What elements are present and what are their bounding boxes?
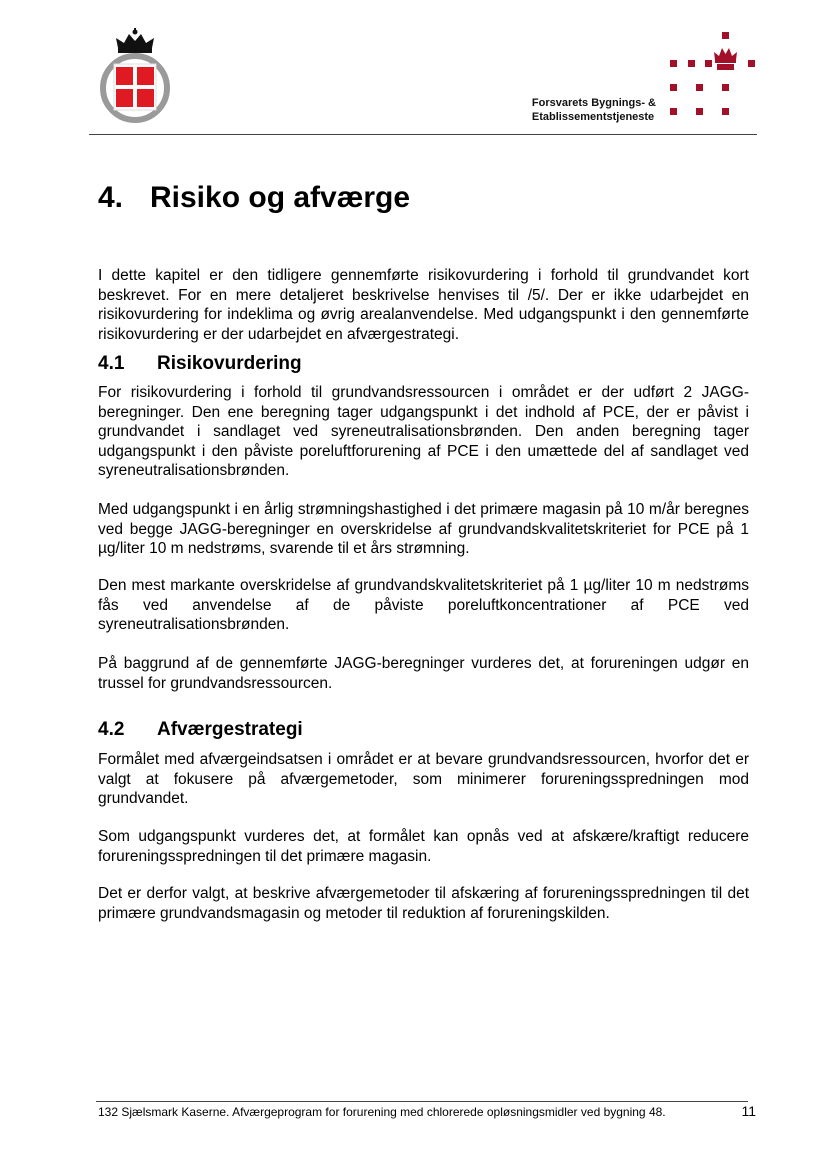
header-divider [89,134,757,135]
paragraph: For risikovurdering i forhold til grundvandsressourcen i området er der udført 2 JAGG-beregninger. Den ene beregning tager udgangspunkt i det indhold af PCE, der er påvist i grundvandet i sandlaget ved syreneutralisationsbrønden. Den anden beregning tager udgangspunkt i den påviste poreluftforurening af PCE i den umættede del af sandlaget ved syreneutralisationsbrønden. [98,384,749,479]
crown-shield-emblem-icon [96,28,174,124]
org-name-line2: Etablissementstjeneste [531,111,655,123]
paragraph: På baggrund af de gennemførte JAGG-beregninger vurderes det, at forureningen udgør en trussel for grundvandsressourcen. [98,655,749,692]
chapter-title-text: Risiko og afværge [150,181,411,214]
organization-name [532,96,656,124]
page-number: 11 [741,1103,756,1119]
intro-paragraph: I dette kapitel er den tidligere gennemførte risikovurdering i forhold til grundvandet kort beskrevet. For en mere detaljeret beskrivelse henvises til /5/. Der er ikke udarbejdet en risikovurdering for indeklima og øvrig arealanvendelse. Med udgangspunkt i den gennemførte risikovurdering er der udarbejdet en afværgestrategi. [98,267,749,343]
footer-divider [96,1101,748,1102]
paragraph: Den mest markante overskridelse af grundvandskvalitetskriteriet på 1 µg/liter 10 m nedstrøms fås ved anvendelse af de påviste poreluftkoncentrationer af PCE ved syreneutralisationsbrønden. [98,577,749,633]
section-heading-risikovurdering [98,352,302,376]
section-heading-afvaergestrategi [98,718,303,742]
crown-dot-grid-icon [662,30,758,122]
section-title: Afværgestrategi [157,719,303,740]
paragraph: Det er derfor valgt, at beskrive afværgemetoder til afskæring af forureningsspredningen til det primære grundvandsmagasin og metoder til reduktion af forureningskilden. [98,885,749,922]
section-number: 4.1 [98,353,125,374]
paragraph: Med udgangspunkt i en årlig strømningshastighed i det primære magasin på 10 m/år beregnes ved begge JAGG-beregninger en overskridelse af grundvandskvalitetskriteriet for PCE på 1 µg/liter 10 m nedstrøms, svarende til et års strømning. [98,501,749,557]
chapter-number: 4. [98,181,124,214]
paragraph: Som udgangspunkt vurderes det, at formålet kan opnås ved at afskære/kraftigt reducere forureningsspredningen til det primære magasin. [98,828,749,865]
org-name-line1: Forsvarets Bygnings- & [531,97,656,109]
footer-text: 132 Sjælsmark Kaserne. Afværgeprogram for forurening med chlorerede opløsningsmidler ved bygning 48. [98,1105,666,1119]
paragraph: Formålet med afværgeindsatsen i området er at bevare grundvandsressourcen, hvorfor det er valgt at fokusere på afværgemetoder, som minimerer forureningsspredningen mod grundvandet. [98,751,749,807]
section-number: 4.2 [98,719,125,740]
section-title: Risikovurdering [157,353,302,374]
chapter-title [98,178,410,218]
